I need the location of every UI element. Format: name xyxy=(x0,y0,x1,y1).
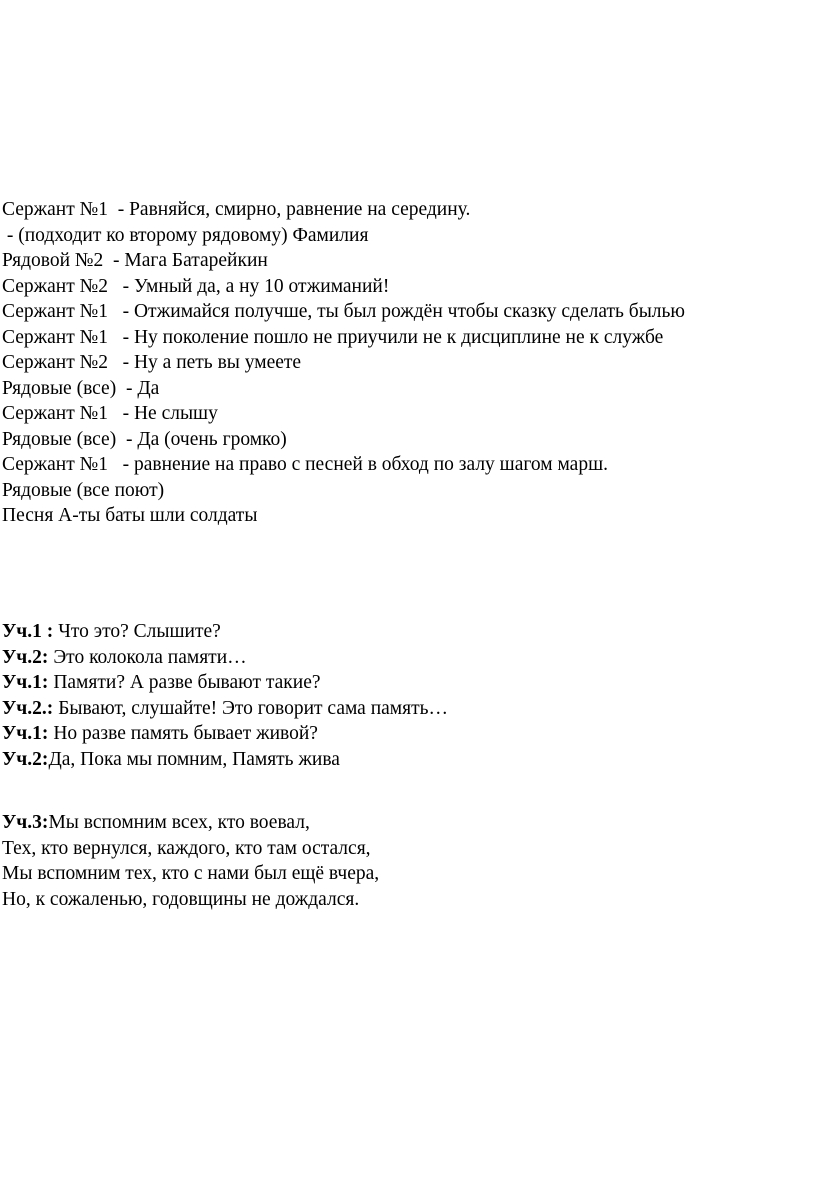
poem-line: Но, к сожаленью, годовщины не дождался. xyxy=(2,888,360,910)
dialog-line: Рядовые (все) - Да (очень громко) xyxy=(2,428,287,450)
dialog-line: Рядовые (все) - Да xyxy=(2,377,160,399)
poem-line xyxy=(2,810,814,836)
speech-text: Памяти? А разве бывают такие? xyxy=(53,672,321,693)
poem-stanza xyxy=(2,810,814,912)
dialog-line: Сержант №1 - Ну поколение пошло не приучили не к дисциплине не к службе xyxy=(2,326,664,348)
dialog-line: Сержант №1 - Не слышу xyxy=(2,403,218,424)
speaker-label: Уч.2: xyxy=(2,748,49,770)
dialog-line xyxy=(2,619,814,645)
dialog-line: Рядовые (все поют) xyxy=(2,479,165,501)
dialog-line: Сержант №2 - Умный да, а ну 10 отжиманий! xyxy=(2,275,390,297)
speaker-label: Уч.2: xyxy=(2,646,54,668)
dialog-line: - (подходит ко второму рядовому) Фамилия xyxy=(2,224,369,246)
dialog-line: Сержант №1 - Отжимайся получше, ты был рождён чтобы сказку сделать былью xyxy=(2,301,685,322)
dialog-line xyxy=(2,747,814,773)
speaker-label: Уч.2.: xyxy=(2,697,59,719)
speech-text: Но разве память бывает живой? xyxy=(53,723,318,744)
speech-text: Бывают, слушайте! Это говорит сама память… xyxy=(58,697,449,719)
dialog-line xyxy=(2,721,814,747)
poem-text: Мы вспомним всех, кто воевал, xyxy=(48,812,310,833)
speech-text: Что это? Слышите? xyxy=(58,621,221,642)
speaker-label: Уч.1: xyxy=(2,672,54,693)
dialog-line: Сержант №1 - равнение на право с песней в обход по залу шагом марш. xyxy=(2,454,608,475)
dialog-line: Сержант №2 - Ну а петь вы умеете xyxy=(2,352,302,373)
poem-line: Тех, кто вернулся, каждого, кто там остался, xyxy=(2,837,371,859)
poem-line: Мы вспомним тех, кто с нами был ещё вчера, xyxy=(2,863,380,884)
dialog-line xyxy=(2,696,814,722)
speaker-label: Уч.1 : xyxy=(2,621,59,642)
speaker-label: Уч.3: xyxy=(2,812,49,833)
speaker-label: Уч.1: xyxy=(2,723,54,744)
dialog-line: Сержант №1 - Равняйся, смирно, равнение на середину. xyxy=(2,199,471,220)
students-dialog xyxy=(2,619,814,772)
speech-text: Да, Пока мы помним, Память жива xyxy=(48,748,340,770)
song-title: Песня А-ты баты шли солдаты xyxy=(2,505,258,526)
dialog-line xyxy=(2,670,814,696)
speech-text: Это колокола памяти… xyxy=(53,646,247,668)
dialog-line: Рядовой №2 - Мага Батарейкин xyxy=(2,250,268,271)
dialog-line xyxy=(2,645,814,671)
soldier-dialog xyxy=(2,197,814,529)
